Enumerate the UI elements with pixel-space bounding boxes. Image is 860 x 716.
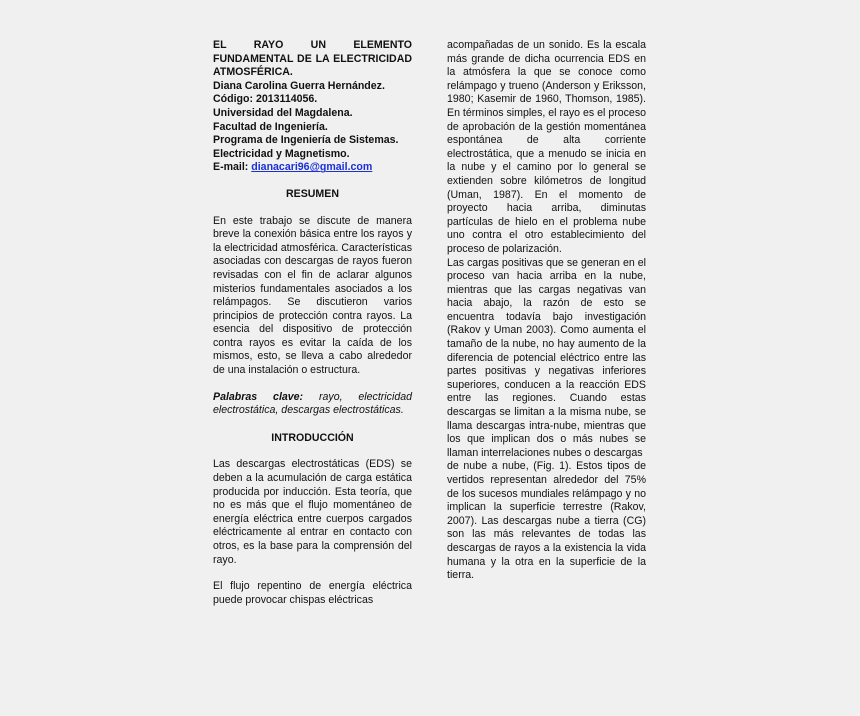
email-line <box>213 161 412 175</box>
introduction-paragraph-2: El flujo repentino de energía eléctrica puede provocar chispas eléctricas <box>213 580 412 606</box>
course-name: Electricidad y Magnetismo. <box>213 147 350 160</box>
body-paragraph-1: acompañadas de un sonido. Es la escala más grande de dicha ocurrencia EDS en la atmósfera la que se conoce como relámpago y trueno (Anderson y Eriksson, 1980; Kasemir de 1960, Thomson, 1985). En términos simples, el rayo es el proceso de aprobación de la gestión momentánea espontánea de alta corriente electrostática, que a menudo se inicia en la nube y el camino por lo general se extienden sobre kilómetros de longitud (Uman, 1987). En el momento de proyecto hacia arriba, diminutas partículas de hielo en el problema nube uno contra el otro establecimiento del proceso de polarización. <box>447 39 647 255</box>
body-paragraph-2: Las cargas positivas que se generan en el proceso van hacia arriba en la nube, mientras que las cargas negativas van hacia abajo, la razón de esto se encuentra todavía bajo investigación (Rakov y Uman 2003). Como aumenta el tamaño de la nube, no hay aumento de la diferencia de potencial eléctrico entre las partes positivas y negativas inferiores superiores, conducen a la reacción EDS entre las regiones. Cuando estas descargas se limitan a la misma nube, se llama descargas intra-nube, mientras que los que implican dos o más nubes se llaman interrelaciones nubes o descargas <box>447 256 646 459</box>
email-label: E-mail: <box>213 161 252 174</box>
program-name: Programa de Ingeniería de Sistemas. <box>213 134 399 147</box>
introduction-heading: INTRODUCCIÓN <box>271 431 354 444</box>
student-code: Código: 2013114056. <box>213 93 318 106</box>
keywords-text: rayo, electricidad electrostática, descargas electrostáticas. <box>213 390 412 417</box>
university-name: Universidad del Magdalena. <box>213 106 353 119</box>
keywords-label: Palabras clave: <box>213 390 304 403</box>
body-paragraph-3: de nube a nube, (Fig. 1). Estos tipos de vertidos representan alrededor del 75% de los sucesos mundiales relámpago y no implican la superficie terrestre (Rakov, 2007). Las descargas nube a tierra (CG) son las más relevantes de todas las descargas de rayos a la existencia la vida humana y la otra en la superficie de la tierra. <box>447 460 646 582</box>
abstract-text: En este trabajo se discute de manera breve la conexión básica entre los rayos y la electricidad atmosférica. Características asociadas con descargas de rayos fueron revisadas con el fin de aclarar algunos misterios fundamentales asociados a los relámpagos. Se discutieron varios principios de protección contra rayos. La esencia del dispositivo de protección contra rayos es evitar la caída de los mismos, esto, se lleva a cabo alrededor de una instalación o estructura. <box>213 214 413 377</box>
faculty-name: Facultad de Ingeniería. <box>213 120 328 133</box>
abstract-heading: RESUMEN <box>286 187 339 200</box>
email-link[interactable]: dianacari96@gmail.com <box>251 161 373 174</box>
paper-header <box>213 39 412 175</box>
paper-title: EL RAYO UN ELEMENTO FUNDAMENTAL DE LA ELECTRICIDAD ATMOSFÉRICA. <box>213 39 412 79</box>
author-name: Diana Carolina Guerra Hernández. <box>213 79 385 92</box>
keywords-line <box>213 391 412 418</box>
right-column <box>447 39 646 583</box>
left-column <box>213 39 412 607</box>
introduction-paragraph-1: Las descargas electrostáticas (EDS) se deben a la acumulación de carga estática producida por inducción. Esta teoría, que no es más que el flujo momentáneo de energía eléctrica entre cuerpos cargados eléctricamente al entrar en contacto con otros, es la base para la comprensión del rayo. <box>213 458 412 566</box>
